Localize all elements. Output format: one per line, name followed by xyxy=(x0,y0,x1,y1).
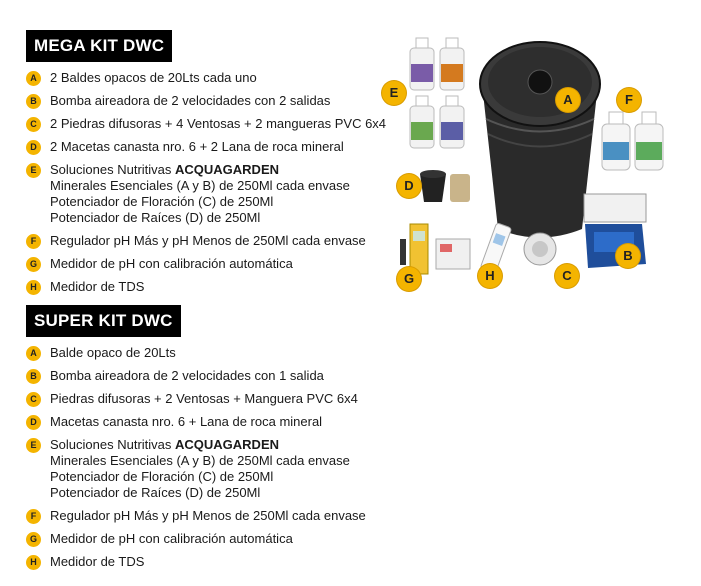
list-item xyxy=(26,70,386,86)
brand-name: ACQUAGARDEN xyxy=(175,162,279,177)
list-item xyxy=(26,368,366,384)
nutrient-bottles-e xyxy=(410,38,464,148)
item-badge: A xyxy=(26,346,41,361)
item-badge: G xyxy=(26,532,41,547)
item-subline: Potenciador de Raíces (D) de 250Ml xyxy=(50,210,261,225)
item-text: Balde opaco de 20Lts xyxy=(50,345,176,360)
list-item xyxy=(26,162,386,226)
list-item xyxy=(26,531,366,547)
mega-kit-section xyxy=(26,30,386,302)
item-badge: E xyxy=(26,163,41,178)
item-text: Bomba aireadora de 2 velocidades con 1 salida xyxy=(50,368,324,383)
item-badge: C xyxy=(26,117,41,132)
item-text: Soluciones Nutritivas xyxy=(50,162,175,177)
image-label-h: H xyxy=(478,264,502,288)
image-label-b: B xyxy=(616,244,640,268)
list-item xyxy=(26,116,386,132)
brand-name: ACQUAGARDEN xyxy=(175,437,279,452)
item-text: Piedras difusoras + 2 Ventosas + Manguera PVC 6x4 xyxy=(50,391,358,406)
item-text: 2 Macetas canasta nro. 6 + 2 Lana de roca mineral xyxy=(50,139,344,154)
image-label-c: C xyxy=(555,264,579,288)
mega-kit-title: MEGA KIT DWC xyxy=(26,30,172,62)
list-item xyxy=(26,437,366,501)
image-label-d: D xyxy=(397,174,421,198)
list-item xyxy=(26,233,386,249)
list-item xyxy=(26,391,366,407)
ph-regulator-bottles-f xyxy=(602,112,663,170)
list-item xyxy=(26,554,366,570)
item-subline: Potenciador de Floración (C) de 250Ml xyxy=(50,194,274,209)
image-label-a: A xyxy=(556,88,580,112)
item-badge: C xyxy=(26,392,41,407)
item-badge: B xyxy=(26,369,41,384)
item-text: Bomba aireadora de 2 velocidades con 2 salidas xyxy=(50,93,331,108)
item-text: Regulador pH Más y pH Menos de 250Ml cada envase xyxy=(50,508,366,523)
image-label-g: G xyxy=(397,267,421,291)
product-photo xyxy=(380,24,680,299)
item-text: Regulador pH Más y pH Menos de 250Ml cada envase xyxy=(50,233,366,248)
item-badge: D xyxy=(26,140,41,155)
image-label-f: F xyxy=(617,88,641,112)
item-text: 2 Piedras difusoras + 4 Ventosas + 2 mangueras PVC 6x4 xyxy=(50,116,387,131)
net-pot-d xyxy=(420,170,470,202)
list-item xyxy=(26,508,366,524)
item-text: Medidor de pH con calibración automática xyxy=(50,531,293,546)
item-badge: H xyxy=(26,555,41,570)
item-text: Medidor de TDS xyxy=(50,279,145,294)
item-badge: G xyxy=(26,257,41,272)
item-subline: Potenciador de Floración (C) de 250Ml xyxy=(50,469,274,484)
list-item xyxy=(26,139,386,155)
item-badge: H xyxy=(26,280,41,295)
list-item xyxy=(26,345,366,361)
item-badge: F xyxy=(26,234,41,249)
list-item xyxy=(26,414,366,430)
mega-kit-list xyxy=(26,70,386,295)
item-badge: E xyxy=(26,438,41,453)
air-stone-c xyxy=(524,233,556,265)
item-text: Medidor de pH con calibración automática xyxy=(50,256,293,271)
list-item xyxy=(26,256,386,272)
item-text: 2 Baldes opacos de 20Lts cada uno xyxy=(50,70,257,85)
item-subline: Potenciador de Raíces (D) de 250Ml xyxy=(50,485,261,500)
list-item xyxy=(26,93,386,109)
item-subline: Minerales Esenciales (A y B) de 250Ml cada envase xyxy=(50,453,350,468)
item-text: Medidor de TDS xyxy=(50,554,145,569)
item-text: Macetas canasta nro. 6 + Lana de roca mineral xyxy=(50,414,323,429)
item-badge: F xyxy=(26,509,41,524)
bucket-a xyxy=(480,42,600,238)
super-kit-title: SUPER KIT DWC xyxy=(26,305,181,337)
list-item xyxy=(26,279,386,295)
image-label-e: E xyxy=(382,81,406,105)
item-text: Soluciones Nutritivas xyxy=(50,437,175,452)
item-subline: Minerales Esenciales (A y B) de 250Ml cada envase xyxy=(50,178,350,193)
super-kit-list xyxy=(26,345,366,570)
item-badge: D xyxy=(26,415,41,430)
super-kit-section xyxy=(26,305,366,577)
item-badge: A xyxy=(26,71,41,86)
item-badge: B xyxy=(26,94,41,109)
